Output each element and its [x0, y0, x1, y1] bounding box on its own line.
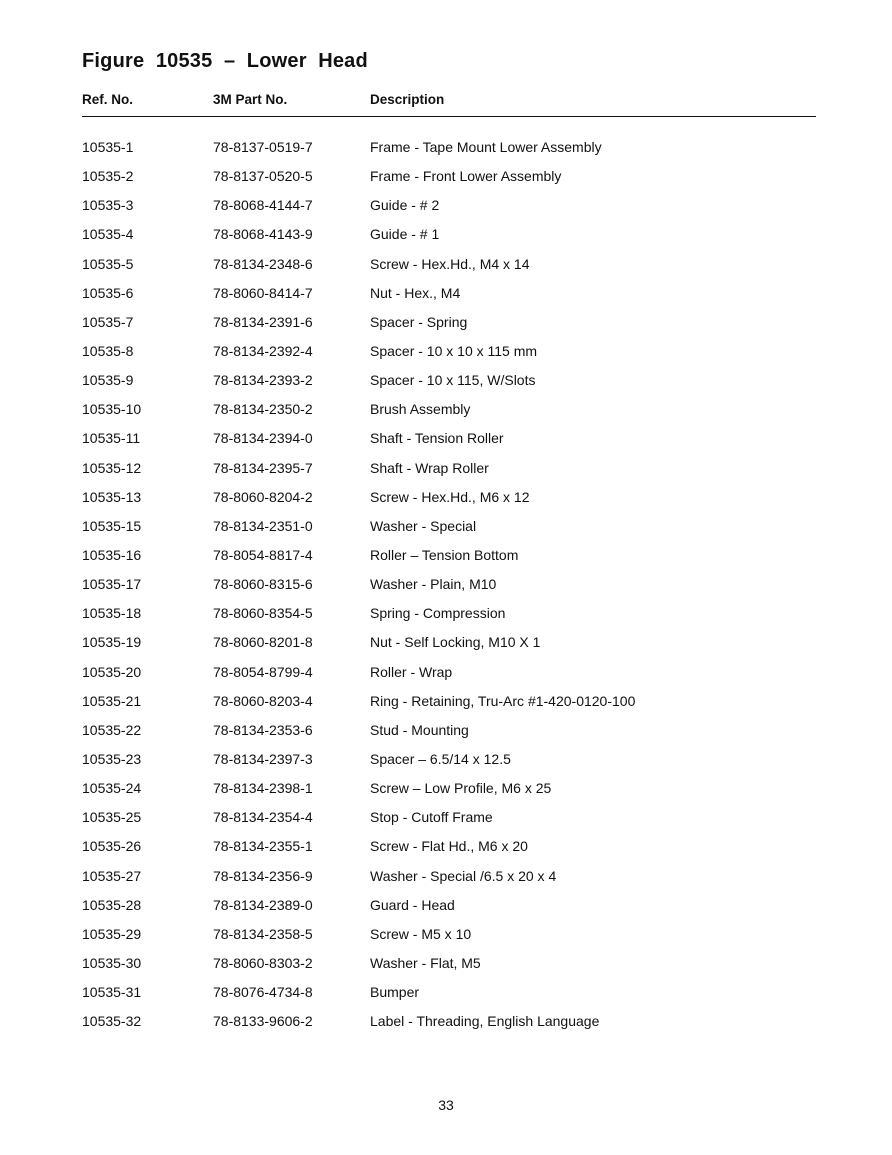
ref-no-cell: 10535-12 [82, 459, 142, 476]
table-row [82, 136, 816, 165]
description-cell: Brush Assembly [370, 401, 471, 418]
ref-no-cell: 10535-11 [82, 430, 141, 447]
part-no-cell: 78-8060-8315-6 [213, 576, 313, 593]
part-no-cell: 78-8060-8354-5 [213, 605, 313, 622]
description-cell: Washer - Special /6.5 x 20 x 4 [370, 867, 557, 884]
ref-no-cell: 10535-17 [82, 576, 142, 593]
part-no-cell: 78-8133-9606-2 [213, 1013, 313, 1030]
part-no-cell: 78-8134-2353-6 [213, 721, 313, 738]
ref-no-cell: 10535-24 [82, 780, 142, 797]
table-row [82, 719, 816, 748]
part-no-cell: 78-8134-2350-2 [213, 401, 313, 418]
table-row [82, 602, 816, 631]
table-row [82, 486, 816, 515]
part-no-cell: 78-8134-2355-1 [213, 838, 313, 855]
part-no-cell: 78-8137-0519-7 [213, 139, 313, 155]
description-cell: Spacer - 10 x 10 x 115 mm [370, 342, 538, 359]
ref-no-cell: 10535-15 [82, 517, 142, 534]
description-cell: Washer - Special [370, 517, 477, 534]
ref-no-cell: 10535-5 [82, 255, 134, 272]
ref-no-cell: 10535-2 [82, 168, 134, 185]
part-no-cell: 78-8134-2389-0 [213, 896, 313, 913]
ref-no-cell: 10535-26 [82, 838, 142, 855]
header-divider [82, 116, 816, 117]
part-no-cell: 78-8134-2394-0 [213, 430, 313, 447]
header-ref-no: Ref. No. [82, 92, 134, 107]
description-cell: Washer - Plain, M10 [370, 576, 497, 593]
description-cell: Screw - M5 x 10 [370, 925, 472, 942]
part-no-cell: 78-8134-2354-4 [213, 809, 313, 826]
part-no-cell: 78-8134-2358-5 [213, 925, 313, 942]
description-cell: Frame - Tape Mount Lower Assembly [370, 139, 602, 155]
table-row [82, 311, 816, 340]
description-cell: Frame - Front Lower Assembly [370, 168, 562, 185]
description-cell: Guide - # 1 [370, 226, 440, 243]
description-cell: Spacer - Spring [370, 313, 468, 330]
table-row [82, 631, 816, 660]
table-row [82, 777, 816, 806]
part-no-cell: 78-8060-8203-4 [213, 692, 313, 709]
table-row [82, 544, 816, 573]
ref-no-cell: 10535-10 [82, 401, 142, 418]
description-cell: Spring - Compression [370, 605, 506, 622]
description-cell: Ring - Retaining, Tru-Arc #1-420-0120-100 [370, 692, 636, 709]
table-row [82, 952, 816, 981]
ref-no-cell: 10535-7 [82, 313, 134, 330]
description-cell: Spacer - 10 x 115, W/Slots [370, 372, 536, 389]
header-part-no: 3M Part No. [213, 92, 288, 107]
ref-no-cell: 10535-29 [82, 925, 142, 942]
ref-no-cell: 10535-1 [82, 139, 134, 155]
table-row [82, 690, 816, 719]
part-no-cell: 78-8060-8204-2 [213, 488, 313, 505]
table-row [82, 253, 816, 282]
part-no-cell: 78-8134-2391-6 [213, 313, 313, 330]
part-no-cell: 78-8060-8303-2 [213, 954, 313, 971]
description-cell: Stud - Mounting [370, 721, 469, 738]
table-row [82, 748, 816, 777]
description-cell: Nut - Self Locking, M10 X 1 [370, 634, 541, 651]
ref-no-cell: 10535-32 [82, 1013, 142, 1030]
description-cell: Nut - Hex., M4 [370, 284, 461, 301]
table-row [82, 165, 816, 194]
part-no-cell: 78-8134-2395-7 [213, 459, 313, 476]
description-cell: Shaft - Wrap Roller [370, 459, 489, 476]
part-no-cell: 78-8134-2351-0 [213, 517, 313, 534]
part-no-cell: 78-8134-2397-3 [213, 750, 313, 767]
ref-no-cell: 10535-9 [82, 372, 134, 389]
part-no-cell: 78-8054-8817-4 [213, 546, 313, 563]
ref-no-cell: 10535-21 [82, 692, 142, 709]
ref-no-cell: 10535-27 [82, 867, 142, 884]
table-row [82, 981, 816, 1010]
description-cell: Screw - Hex.Hd., M6 x 12 [370, 488, 530, 505]
part-no-cell: 78-8134-2356-9 [213, 867, 313, 884]
ref-no-cell: 10535-16 [82, 546, 142, 563]
ref-no-cell: 10535-4 [82, 226, 134, 243]
table-row [82, 398, 816, 427]
table-row [82, 282, 816, 311]
table-row [82, 223, 816, 252]
table-row [82, 427, 816, 456]
description-cell: Guide - # 2 [370, 197, 440, 214]
table-row [82, 865, 816, 894]
part-no-cell: 78-8134-2348-6 [213, 255, 313, 272]
table-row [82, 923, 816, 952]
table-row [82, 369, 816, 398]
part-no-cell: 78-8134-2393-2 [213, 372, 313, 389]
ref-no-cell: 10535-19 [82, 634, 142, 651]
ref-no-cell: 10535-18 [82, 605, 142, 622]
description-cell: Washer - Flat, M5 [370, 954, 481, 971]
table-row [82, 457, 816, 486]
page-title: Figure 10535 – Lower Head [82, 50, 368, 72]
part-no-cell: 78-8060-8414-7 [213, 284, 313, 301]
description-cell: Screw - Hex.Hd., M4 x 14 [370, 255, 530, 272]
ref-no-cell: 10535-13 [82, 488, 142, 505]
part-no-cell: 78-8076-4734-8 [213, 984, 313, 1001]
header-description: Description [370, 92, 445, 107]
description-cell: Bumper [370, 984, 420, 1001]
table-row [82, 1010, 816, 1039]
ref-no-cell: 10535-31 [82, 984, 142, 1001]
description-cell: Stop - Cutoff Frame [370, 809, 493, 826]
table-row [82, 894, 816, 923]
ref-no-cell: 10535-25 [82, 809, 142, 826]
description-cell: Guard - Head [370, 896, 455, 913]
table-row [82, 194, 816, 223]
part-no-cell: 78-8060-8201-8 [213, 634, 313, 651]
description-cell: Screw - Flat Hd., M6 x 20 [370, 838, 528, 855]
table-header [82, 92, 816, 110]
description-cell: Shaft - Tension Roller [370, 430, 504, 447]
table-row [82, 661, 816, 690]
ref-no-cell: 10535-20 [82, 663, 142, 680]
description-cell: Roller - Wrap [370, 663, 453, 680]
parts-table [82, 136, 816, 1039]
part-no-cell: 78-8134-2392-4 [213, 342, 313, 359]
part-no-cell: 78-8068-4144-7 [213, 197, 313, 214]
ref-no-cell: 10535-3 [82, 197, 134, 214]
part-no-cell: 78-8068-4143-9 [213, 226, 313, 243]
part-no-cell: 78-8054-8799-4 [213, 663, 313, 680]
table-row [82, 835, 816, 864]
description-cell: Spacer – 6.5/14 x 12.5 [370, 750, 511, 767]
part-no-cell: 78-8134-2398-1 [213, 780, 313, 797]
ref-no-cell: 10535-22 [82, 721, 142, 738]
table-row [82, 515, 816, 544]
ref-no-cell: 10535-6 [82, 284, 134, 301]
ref-no-cell: 10535-8 [82, 342, 134, 359]
description-cell: Label - Threading, English Language [370, 1013, 600, 1030]
description-cell: Roller – Tension Bottom [370, 546, 519, 563]
part-no-cell: 78-8137-0520-5 [213, 168, 313, 185]
table-row [82, 573, 816, 602]
ref-no-cell: 10535-28 [82, 896, 142, 913]
ref-no-cell: 10535-30 [82, 954, 142, 971]
description-cell: Screw – Low Profile, M6 x 25 [370, 780, 552, 797]
table-row [82, 340, 816, 369]
ref-no-cell: 10535-23 [82, 750, 142, 767]
page-number: 33 [438, 1097, 454, 1113]
table-row [82, 806, 816, 835]
